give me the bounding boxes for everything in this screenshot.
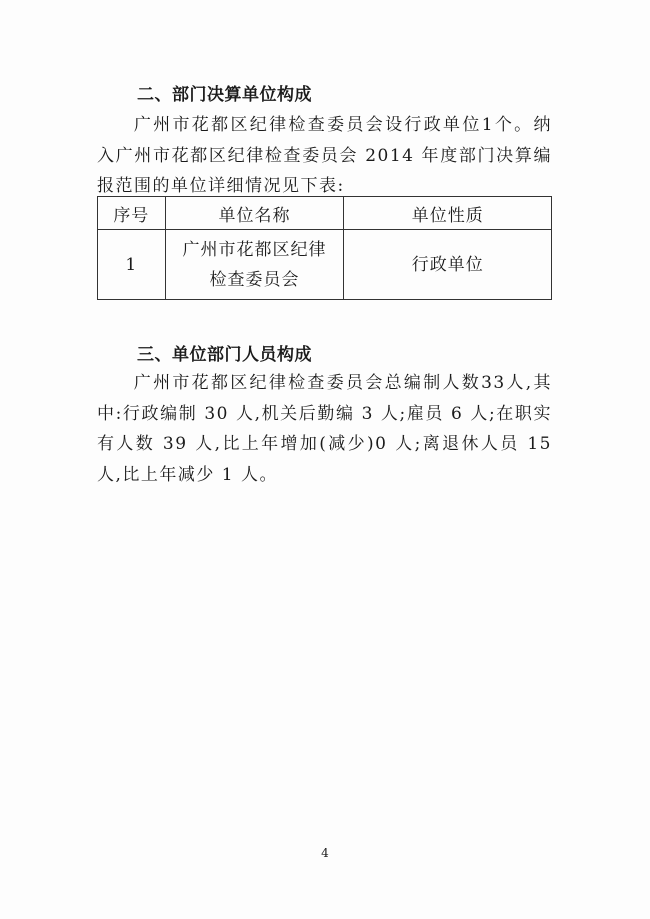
section2-paragraph [97, 110, 552, 202]
page-number: 4 [321, 846, 329, 860]
unit-table [97, 196, 552, 300]
header-type: 单位性质 [344, 197, 552, 230]
cell-type: 行政单位 [344, 230, 552, 300]
table-header-row [98, 197, 552, 230]
cell-name [165, 230, 344, 300]
table-row [98, 230, 552, 300]
section2-heading: 二、部门决算单位构成 [137, 85, 312, 105]
header-name: 单位名称 [165, 197, 344, 230]
section3-heading: 三、单位部门人员构成 [137, 345, 312, 365]
cell-no: 1 [98, 230, 166, 300]
cell-name-text: 广州市花都区纪律检查委员会 [182, 239, 327, 290]
header-no: 序号 [98, 197, 166, 230]
section3-paragraph-text: 广州市花都区纪律检查委员会总编制人数33人,其中:行政编制 30 人,机关后勤编 3 人;雇员 6 人;在职实有人数 39 人,比上年增加(减少)0 人;离退休人员 15 人,比上年减少 1 人。 [97, 373, 552, 485]
section2-paragraph-text: 广州市花都区纪律检查委员会设行政单位1个。纳入广州市花都区纪律检查委员会 2014 年度部门决算编报范围的单位详细情况见下表: [97, 115, 552, 196]
section3-paragraph [97, 368, 552, 490]
